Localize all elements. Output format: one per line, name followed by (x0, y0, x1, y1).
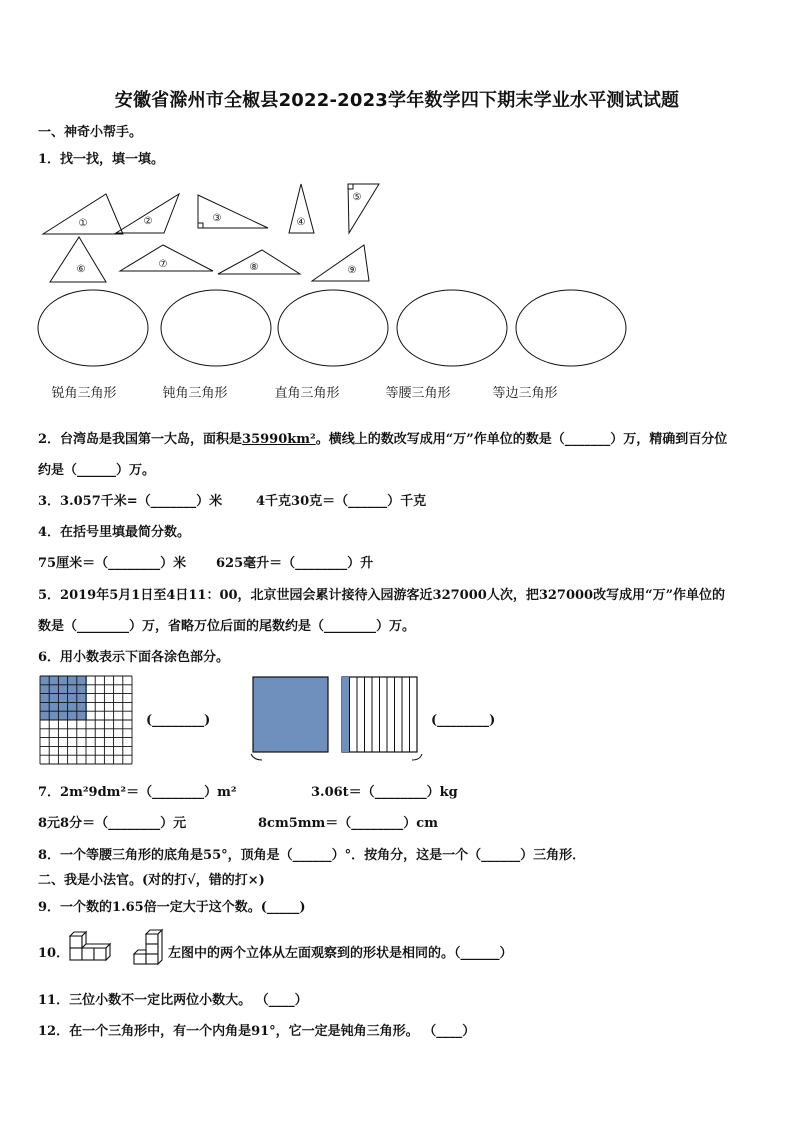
question-6-blank-1: (________) (146, 713, 211, 728)
page-title: 安徽省滁州市全椒县2022-2023学年数学四下期末学业水平测试试题 (114, 90, 680, 111)
section-heading-2: 二、我是小法官。(对的打√，错的打×) (38, 873, 265, 888)
triangle-label-3: ③ (212, 213, 222, 224)
question-7-part-c: 8元8分＝（________）元 (38, 816, 187, 831)
question-6-blank-2: (________) (431, 713, 496, 728)
triangle-2 (116, 194, 179, 233)
section-heading-1: 一、神奇小帮手。 (38, 125, 143, 140)
ellipse-label-right: 直角三角形 (274, 386, 340, 401)
ellipse-label-isosceles: 等腰三角形 (385, 386, 451, 401)
question-11: 11．三位小数不一定比两位小数大。 （____） (38, 993, 308, 1008)
ellipse-isosceles (397, 290, 507, 366)
triangle-label-8: ⑧ (249, 262, 259, 273)
ellipse-right (278, 290, 388, 366)
question-7-part-a: 7．2m²9dm²＝（________）m² (38, 785, 237, 800)
question-7-part-d: 8cm5mm＝（________）cm (258, 816, 438, 831)
question-9: 9．一个数的1.65倍一定大于这个数。(_____) (38, 900, 306, 915)
question-2-text-b: 。横线上的数改写成用“万”作单位的数是（_______）万，精确到百分位 (315, 432, 728, 447)
triangle-label-4: ④ (296, 217, 306, 228)
triangle-6 (50, 237, 106, 282)
triangle-label-1: ① (78, 218, 88, 229)
ellipse-equilateral (516, 290, 626, 366)
brace-marks (251, 754, 422, 760)
question-3-part-b: 4千克30克＝（______）千克 (256, 494, 427, 509)
question-5-line-1: 5．2019年5月1日至4日11：00，北京世园会累计接待入园游客近327000人次，把327000改写成用“万”作单位的 (38, 588, 726, 603)
question-1: 1．找一找，填一填。 (38, 152, 165, 167)
question-7-part-b: 3.06t＝（________）kg (311, 785, 458, 800)
triangle-label-9: ⑨ (347, 265, 357, 276)
striped-square-shaded-column (342, 677, 350, 752)
right-angle-mark-3 (198, 223, 203, 228)
ellipse-label-equilateral: 等边三角形 (492, 386, 558, 401)
triangle-8 (218, 250, 300, 274)
hundred-grid-figure (38, 674, 138, 766)
question-4-part-a: 75厘米＝（________）米 (38, 556, 187, 571)
question-8: 8．一个等腰三角形的底角是55°，顶角是（______）°．按角分，这是一个（______）三角形． (38, 848, 586, 863)
question-2-line-2: 约是（______）万。 (38, 463, 156, 478)
cube-solids-figure (66, 928, 168, 970)
right-angle-mark-5 (348, 184, 353, 189)
question-2-line-1 (38, 428, 727, 447)
triangle-label-2: ② (143, 216, 153, 227)
question-4-part-b: 625毫升＝（________）升 (216, 556, 374, 571)
question-10-number: 10． (38, 946, 70, 961)
ellipse-label-obtuse: 钝角三角形 (162, 386, 228, 401)
question-2-text-a: 2．台湾岛是我国第一大岛，面积是 (38, 432, 243, 447)
question-10: 左图中的两个立体从左面观察到的形状是相同的。（______） (168, 946, 513, 961)
question-2-underlined-area: 35990km² (242, 432, 316, 447)
question-4: 4．在括号里填最简分数。 (38, 525, 191, 540)
question-3-part-a: 3．3.057千米=（_______）米 (38, 494, 223, 509)
triangle-label-6: ⑥ (76, 264, 86, 275)
question-5-line-2: 数是（________）万，省略万位后面的尾数约是（________）万。 (38, 619, 416, 634)
cube-solid-2 (134, 930, 162, 964)
triangle-label-7: ⑦ (158, 259, 168, 270)
full-shaded-square (253, 677, 328, 752)
ellipse-obtuse (161, 290, 271, 366)
ellipse-acute (38, 290, 148, 366)
triangle-classification-figure (30, 178, 650, 410)
triangle-label-5: ⑤ (352, 192, 362, 203)
cube-solid-1 (70, 932, 110, 960)
triangle-3 (198, 195, 268, 228)
grid-shaded-region (40, 676, 87, 720)
question-12: 12．在一个三角形中，有一个内角是91°，它一定是钝角三角形。 （____） (38, 1024, 476, 1039)
ellipse-label-acute: 锐角三角形 (51, 386, 117, 401)
question-6: 6．用小数表示下面各涂色部分。 (38, 650, 230, 665)
triangle-9 (312, 245, 369, 281)
squares-figure (250, 674, 424, 764)
